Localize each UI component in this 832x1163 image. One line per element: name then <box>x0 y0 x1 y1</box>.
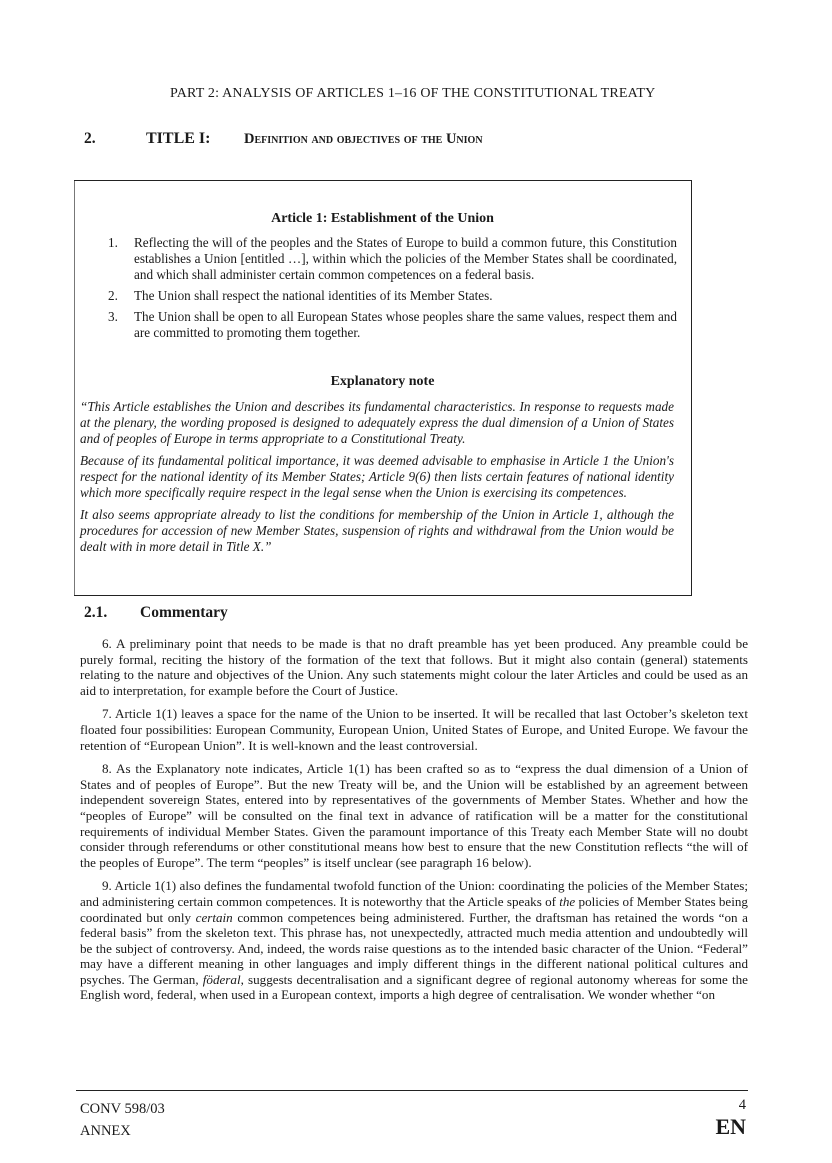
item-text: The Union shall be open to all European States whose peoples share the same values, respect them and are committed to promoting them together. <box>134 309 677 340</box>
paragraph-8: 8. As the Explanatory note indicates, Article 1(1) has been crafted so as to “express the dual dimension of a Union of States and of peoples of Europe”. But the new Treaty will be, and the Union will be established by an agreement between independent sovereign States, entered into by representatives of the governments of Member States. Whether and how the “peoples of Europe” will be consulted on the final text in advance of ratification will be a matter for the constitutional requirements of individual Member States. Given the paramount importance of this Treaty each Member State will no doubt consider through referendums or other constitutional means how best to ensure that the new Constitution reflects “the will of the peoples of Europe”. The term “peoples” is itself unclear (see paragraph 16 below). <box>80 761 748 870</box>
p9-part: 9. Article 1(1) also defines the fundamental twofold function of the Union: coordinating the policies of the Member States; and administering certain common competences. It is noteworthy that the Article speaks of <box>80 878 748 909</box>
document-reference: CONV 598/03 <box>80 1101 165 1117</box>
article-item <box>104 235 677 283</box>
item-text: Reflecting the will of the peoples and the States of Europe to build a common future, this Constitution establishes a Union [entitled …], within which the policies of the Member States shall be coordinated, and which shall administer certain common competences on a federal basis. <box>134 235 677 282</box>
article-title: Article 1: Establishment of the Union <box>271 211 494 226</box>
paragraph-9 <box>80 878 748 1003</box>
note-paragraph: Because of its fundamental political importance, it was deemed advisable to emphasise in Article 1 the Union's respect for the national identity of its Member States; Article 9(6) then lists certain features of national identity which more specifically require respect in the legal sense when the Union is exercising its competences. <box>80 453 674 500</box>
item-text: The Union shall respect the national identities of its Member States. <box>134 288 493 303</box>
section-label: TITLE I: <box>146 130 211 147</box>
running-header: PART 2: ANALYSIS OF ARTICLES 1–16 OF THE CONSTITUTIONAL TREATY <box>170 86 656 101</box>
section-heading <box>84 130 483 148</box>
note-paragraph: “This Article establishes the Union and describes its fundamental characteristics. In response to requests made at the plenary, the wording proposed is designed to adequately express the dual dimension of a Union of States and of peoples of Europe in terms appropriate to a Constitutional Treaty. <box>80 399 674 446</box>
section-number: 2. <box>84 130 96 147</box>
article-item <box>104 309 677 341</box>
section-title: Definition and objectives of the Union <box>244 131 483 147</box>
subsection-number: 2.1. <box>84 604 108 621</box>
item-number: 3. <box>108 309 118 324</box>
explanatory-note-title: Explanatory note <box>330 374 435 389</box>
p9-emphasis: the <box>559 893 576 909</box>
subsection-title: Commentary <box>140 604 228 621</box>
language-code: EN <box>715 1114 746 1139</box>
footer-right <box>715 1096 746 1140</box>
p9-part: common competences being administered. Further, the draftsman has retained the words “on a federal basis” from the skeleton text. This phrase has, not unexpectedly, attracted much media attention and undoubtedly will be the subject of controversy. And, indeed, the words raise questions as to the intended basic character of the Union. “Federal” may have a different meaning in other languages and imply different things in the different national political cultures and psyches. The German, <box>80 909 748 987</box>
item-number: 2. <box>108 288 118 303</box>
paragraph-6: 6. A preliminary point that needs to be made is that no draft preamble has yet been produced. Any preamble could be purely formal, reciting the history of the formation of the text that follows. But it might also contain (general) statements relating to the nature and objectives of the Union. Any such statements might colour the later Articles and could be used as an aid to interpretation, for example before the Court of Justice. <box>80 636 748 698</box>
annex-label: ANNEX <box>80 1123 131 1139</box>
article-item <box>104 288 677 304</box>
p9-emphasis: föderal <box>202 971 241 987</box>
commentary-body <box>80 636 748 1011</box>
note-paragraph: It also seems appropriate already to list the conditions for membership of the Union in Article 1, although the procedures for accession of new Member States, suspension of rights and withdrawal from the Union would be dealt with in more detail in Title X.” <box>80 507 674 554</box>
explanatory-note <box>80 399 674 561</box>
page-number: 4 <box>738 1097 746 1113</box>
footer-rule <box>76 1090 748 1091</box>
footer-left <box>80 1098 165 1142</box>
article-box <box>74 180 692 596</box>
p9-part: policies of Member States being coordinated but only <box>80 893 748 925</box>
item-number: 1. <box>108 235 118 250</box>
p9-part: , suggests decentralisation and a significant degree of regional autonomy whereas for some the English word, federal, when used in a European context, imports a high degree of centralisation. We wonder whether “on <box>80 971 748 1003</box>
paragraph-7: 7. Article 1(1) leaves a space for the name of the Union to be inserted. It will be recalled that last October’s skeleton text floated four possibilities: European Community, European Union, United States of Europe, and United Europe. We favour the retention of “European Union”. It is well-known and the least controversial. <box>80 706 748 753</box>
article-items <box>104 235 677 346</box>
p9-emphasis: certain <box>195 909 233 925</box>
subsection-heading <box>84 604 228 622</box>
